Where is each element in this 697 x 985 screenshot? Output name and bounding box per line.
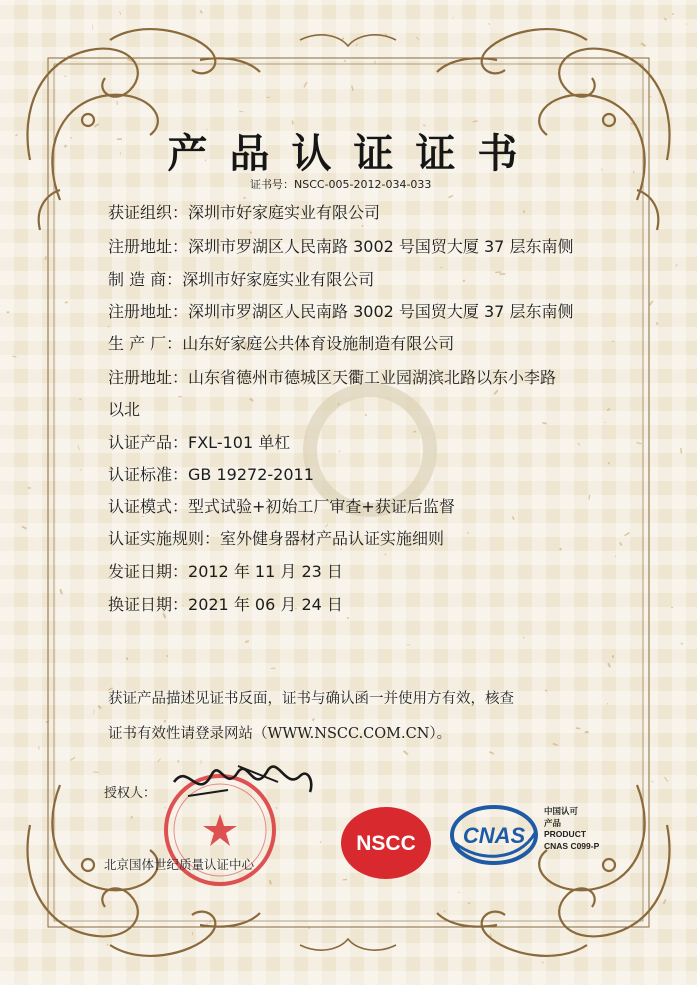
field-row (108, 270, 374, 290)
signature (168, 752, 318, 812)
field-label: 认证模式： (108, 497, 189, 516)
field-row (108, 465, 314, 485)
field-label: 获证组织： (108, 203, 189, 222)
cnas-caption-line: CNAS C099-P (544, 840, 600, 851)
field-row (108, 562, 343, 582)
field-label: 注册地址： (108, 302, 189, 321)
field-value: 以北 (108, 400, 141, 419)
field-label: 发证日期： (108, 562, 189, 581)
field-label: 注册地址： (108, 237, 189, 256)
field-value: 2012 年 11 月 23 日 (188, 562, 343, 581)
field-row (108, 203, 380, 223)
field-row (108, 595, 343, 615)
certificate-title: 产品认证证书 (167, 130, 540, 177)
nscc-logo-text: NSCC (356, 832, 416, 855)
field-value: 山东好家庭公共体育设施制造有限公司 (182, 334, 455, 353)
field-row (108, 529, 444, 549)
nscc-logo (340, 806, 432, 880)
field-value: 深圳市好家庭实业有限公司 (182, 270, 375, 289)
note-line-1: 获证产品描述见证书反面，证书与确认函一并使用方有效，核查 (108, 691, 514, 707)
field-value: 深圳市罗湖区人民南路 3002 号国贸大厦 37 层东南侧 (188, 237, 574, 256)
field-value: 山东省德州市德城区天衢工业园湖滨北路以东小李路 (188, 368, 557, 387)
field-label: 认证标准： (108, 465, 189, 484)
field-value: 2021 年 06 月 24 日 (188, 595, 343, 614)
cnas-caption-line: 中国认可 (544, 806, 579, 816)
field-label: 制 造 商： (108, 270, 183, 289)
field-row (108, 302, 573, 322)
field-label: 认证产品： (108, 433, 189, 452)
note-line-2: 证书有效性请登录网站（WWW.NSCC.COM.CN）。 (108, 726, 452, 742)
field-value: 深圳市好家庭实业有限公司 (188, 203, 381, 222)
field-label: 生 产 厂： (108, 334, 183, 353)
field-label: 换证日期： (108, 595, 189, 614)
field-row (108, 368, 556, 388)
field-row (108, 433, 290, 453)
cnas-caption-line: PRODUCT (544, 829, 587, 839)
cnas-logo-text: CNAS (462, 823, 526, 848)
field-value: FXL-101 单杠 (188, 433, 291, 452)
field-label: 注册地址： (108, 368, 189, 387)
field-value: 室外健身器材产品认证实施细则 (220, 529, 445, 548)
field-label: 认证实施规则： (108, 529, 221, 548)
certificate-number: 证书号：NSCC-005-2012-034-033 (250, 178, 432, 191)
field-row (108, 237, 573, 257)
field-value: 深圳市罗湖区人民南路 3002 号国贸大厦 37 层东南侧 (188, 302, 574, 321)
authorized-label: 授权人： (104, 786, 157, 801)
field-row (108, 334, 454, 354)
field-row (108, 497, 455, 517)
cnas-logo (449, 803, 539, 867)
field-value: 型式试验+初始工厂审查+获证后监督 (188, 497, 455, 516)
field-value: GB 19272-2011 (188, 465, 314, 484)
field-row (108, 400, 140, 420)
issuer-name: 北京国体世纪质量认证中心 (104, 857, 255, 872)
cnas-caption (544, 806, 599, 852)
cnas-caption-line: 产品 (544, 817, 562, 828)
